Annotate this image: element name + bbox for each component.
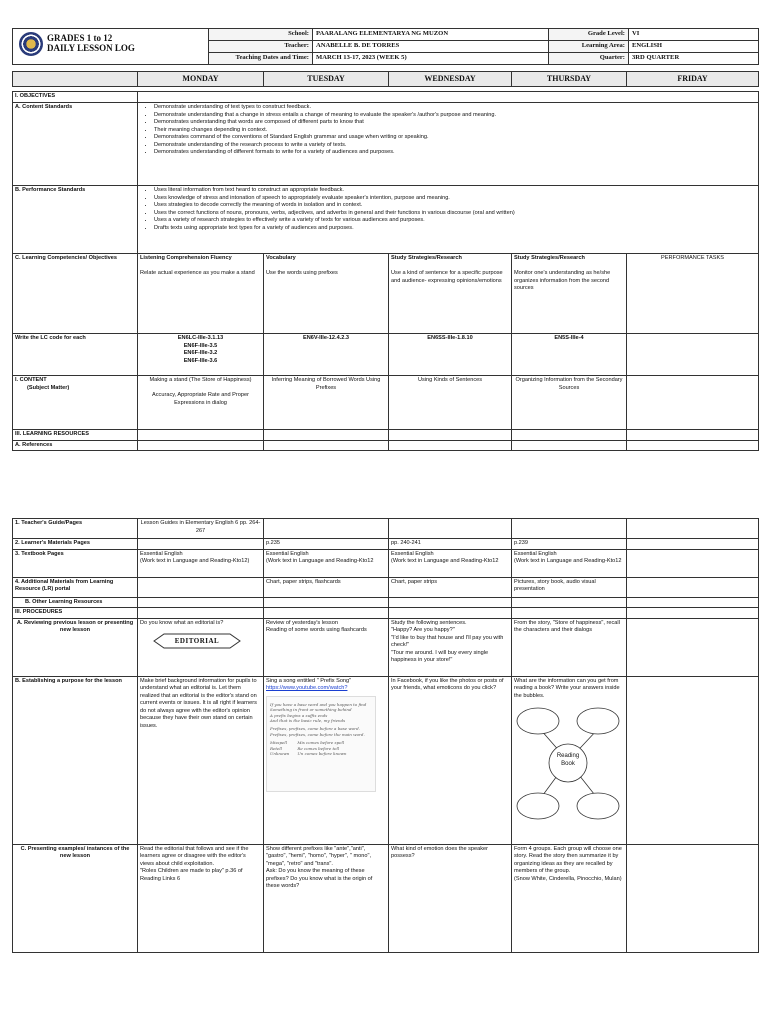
- bubble-top-right: [577, 708, 619, 734]
- teacher-guide-wednesday: [389, 519, 512, 539]
- procedure-a-tuesday: Review of yesterday's lesson Reading of some words using flashcards: [264, 618, 389, 676]
- teacher-label: Teacher:: [209, 40, 313, 52]
- teacher-guide-tuesday: [264, 519, 389, 539]
- competency-body: Use a kind of sentence for a specific purpose and audience- expressing opinions/emotions: [391, 270, 503, 284]
- learning-resources-label: III. LEARNING RESOURCES: [13, 430, 138, 441]
- day-tuesday: TUESDAY: [264, 71, 389, 87]
- additional-materials-friday: [627, 577, 759, 597]
- song-line: Mis comes before spell: [297, 740, 345, 746]
- learner-materials-monday: [138, 539, 264, 550]
- header-table: [12, 28, 759, 65]
- dates-value: MARCH 13-17, 2023 (WEEK 5): [313, 52, 549, 64]
- logo-line-1: GRADES 1 to 12: [47, 33, 113, 44]
- procedure-b-label: B. Establishing a purpose for the lesson: [13, 676, 138, 844]
- procedure-b-friday: [627, 676, 759, 844]
- content-standard-item: • Their meaning changes depending in context.: [154, 127, 756, 135]
- lesson-table-part-2: [12, 518, 759, 953]
- textbook-monday: Essential English (Work text in Language and Reading-Kto12): [138, 549, 264, 577]
- performance-standard-item: • Uses literal information from text heard to construct an appropriate feedback.: [154, 187, 756, 195]
- procedure-a-friday: [627, 618, 759, 676]
- area-label: Learning Area:: [549, 40, 629, 52]
- content-standards-label: A. Content Standards: [13, 103, 138, 186]
- content-monday: Making a stand (The Store of Happiness) Accuracy, Appropriate Rate and Proper Expressions in dialog: [138, 376, 264, 430]
- lc-code-thursday: EN5S-IIIe-4: [512, 334, 627, 376]
- textbook-thursday: Essential English (Work text in Language and Reading-Kto12: [512, 549, 627, 577]
- lesson-table-part-1: [12, 71, 759, 451]
- bubble-bottom-right: [577, 793, 619, 819]
- other-resources-label: B. Other Learning Resources: [13, 597, 138, 608]
- editorial-word: EDITORIAL: [174, 637, 220, 646]
- reading-book-bubble-diagram: [514, 703, 624, 825]
- content-friday: [627, 376, 759, 430]
- bubble-bottom-left: [517, 793, 559, 819]
- competency-thursday: [512, 254, 627, 334]
- procedure-b-thursday: What are the information can you get from reading a book? Write your answers inside the bubbles. Reading Book: [512, 676, 627, 844]
- performance-standards-label: B. Performance Standards: [13, 186, 138, 254]
- day-monday: MONDAY: [138, 71, 264, 87]
- teacher-guide-label: 1. Teacher's Guide/Pages: [13, 519, 138, 539]
- competency-body: PERFORMANCE TASKS: [661, 255, 724, 262]
- procedure-a-monday: Do you know what an editorial is? EDITORIAL: [138, 618, 264, 676]
- procedure-c-monday: Read the editorial that follows and see if the learners agree or disagree with the editor's views about child exploitation. "Roles Children are made to play" p.36 of Reading Links 6: [138, 844, 264, 952]
- competency-title: Listening Comprehension Fluency: [140, 255, 232, 262]
- content-tuesday: Inferring Meaning of Borrowed Words Using Prefixes: [264, 376, 389, 430]
- additional-materials-label: 4. Additional Materials from Learning Resource (LR) portal: [13, 577, 138, 597]
- dates-label: Teaching Dates and Time:: [209, 52, 313, 64]
- objectives-section-label: I. OBJECTIVES: [13, 92, 138, 103]
- prefix-song-link[interactable]: https://www.youtube.com/watch?: [266, 685, 348, 692]
- content-label: I. CONTENT (Subject Matter): [13, 376, 138, 430]
- competency-body: Use the words using prefixes: [266, 270, 338, 277]
- content-standard-item: • Demonstrate understanding that a change in stress entails a change of meaning to evaluate the speaker's /author's purpose and meaning.: [154, 112, 756, 120]
- lc-code-label: Write the LC code for each: [13, 334, 138, 376]
- content-standard-item: • Demonstrates understanding of different formats to write for a variety of audiences and purposes.: [154, 149, 756, 157]
- quarter-value: 3RD QUARTER: [629, 52, 759, 64]
- day-thursday: THURSDAY: [512, 71, 627, 87]
- lc-code-wednesday: EN6SS-IIIe-1.8.10: [389, 334, 512, 376]
- procedure-c-wednesday: What kind of emotion does the speaker possess?: [389, 844, 512, 952]
- school-value: PAARALANG ELEMENTARYA NG MUZON: [313, 29, 549, 41]
- procedure-c-label: C. Presenting examples/ instances of the new lesson: [13, 844, 138, 952]
- content-wednesday: Using Kinds of Sentences: [389, 376, 512, 430]
- song-line: Something in front or something behind: [270, 707, 352, 713]
- quarter-label: Quarter:: [549, 52, 629, 64]
- learner-materials-label: 2. Learner's Materials Pages: [13, 539, 138, 550]
- song-line: Re comes before tell: [297, 745, 340, 751]
- competency-tuesday: [264, 254, 389, 334]
- grade-value: VI: [629, 29, 759, 41]
- content-standard-item: • Demonstrates command of the conventions of Standard English grammar and usage when writing or speaking.: [154, 134, 756, 142]
- editorial-banner-icon: [152, 632, 242, 650]
- competency-body: Monitor one's understanding as he/she organizes information from the second sources: [514, 270, 611, 292]
- performance-standard-item: • Uses strategies to decode correctly the meaning of words in isolation and in context.: [154, 202, 756, 210]
- procedure-a-label: A. Reviewing previous lesson or presenting new lesson: [13, 618, 138, 676]
- logo-cell: [13, 29, 209, 65]
- song-line: And that is the basic rule, my friends: [270, 718, 346, 724]
- content-standard-item: • Demonstrates understanding that words are composed of different parts to know that: [154, 119, 756, 127]
- procedure-c-friday: [627, 844, 759, 952]
- song-line: A prefix begins a suffix ends: [270, 712, 328, 718]
- song-line: Prefixes, prefixes, come before a base word.: [270, 726, 360, 732]
- procedure-a-thursday: From the story, "Store of happiness", recall the characters and their dialogs: [512, 618, 627, 676]
- additional-materials-thursday: Pictures, story book, audio visual presentation: [512, 577, 627, 597]
- bubble-center-label: Reading Book: [556, 753, 580, 767]
- teacher-value: ANABELLE B. DE TORRES: [313, 40, 549, 52]
- procedure-b-tuesday: Sing a song entitled " Prefix Song" https://www.youtube.com/watch? If you have a base word and you happen to find Something in front or something behind A prefix begins a suffix ends And that is the basic rule, my friends Prefixes, prefixes, come before a base word. Prefixes, prefixes, come before the main word. Misspell Retell Unknown Mis comes before spell Re comes before tell Un comes before known: [264, 676, 389, 844]
- performance-standard-item: • Uses the correct functions of nouns, pronouns, verbs, adjectives, and adverbs in general and their functions in various discourse (oral and written): [154, 210, 756, 218]
- competency-monday: [138, 254, 264, 334]
- competency-title: Vocabulary: [266, 255, 296, 262]
- competency-title: Study Strategies/Research: [514, 255, 585, 262]
- song-line: Retell: [270, 745, 282, 751]
- competency-body: Relate actual experience as you make a stand: [140, 270, 255, 277]
- performance-standard-item: • Drafts texts using appropriate text types for a variety of audiences and purposes.: [154, 225, 756, 233]
- area-value: ENGLISH: [629, 40, 759, 52]
- performance-standard-item: • Uses a variety of research strategies to effectively write a variety of texts for various audiences and purposes.: [154, 217, 756, 225]
- textbook-wednesday: Essential English (Work text in Language and Reading-Kto12: [389, 549, 512, 577]
- corner-cell: [13, 71, 138, 87]
- textbook-label: 3. Textbook Pages: [13, 549, 138, 577]
- textbook-friday: [627, 549, 759, 577]
- teacher-guide-thursday: [512, 519, 627, 539]
- competencies-label: C. Learning Competencies/ Objectives: [13, 254, 138, 334]
- teacher-guide-monday: Lesson Guides in Elementary English 6 pp. 264-267: [138, 519, 264, 539]
- additional-materials-tuesday: Chart, paper strips, flashcards: [264, 577, 389, 597]
- content-standards-list: [138, 103, 759, 186]
- content-standard-item: • Demonstrate understanding of text types to construct feedback.: [154, 104, 756, 112]
- procedure-b-monday: Make brief background information for pupils to understand what an editorial is. Let them realized that an editorial is the editor's stand on current events or issues. It is all right if learners do not always agree with the editor's opinion because they have their own stand on certain issues.: [138, 676, 264, 844]
- daily-lesson-log: [12, 28, 758, 953]
- day-friday: FRIDAY: [627, 71, 759, 87]
- learner-materials-friday: [627, 539, 759, 550]
- procedure-b-wednesday: In Facebook, if you like the photos or posts of your friends, what emoticons do you click?: [389, 676, 512, 844]
- song-line: If you have a base word and you happen to find: [270, 701, 367, 707]
- song-line: Un comes before known: [297, 750, 347, 756]
- day-wednesday: WEDNESDAY: [389, 71, 512, 87]
- bubble-top-left: [517, 708, 559, 734]
- competency-wednesday: [389, 254, 512, 334]
- performance-standards-list: [138, 186, 759, 254]
- procedures-section-label: III. PROCEDURES: [13, 608, 138, 619]
- procedure-c-thursday: Form 4 groups. Each group will choose one story. Read the story then summarize it by organizing ideas as they are recalled by members of the group. (Snow White, Cinderella, Pinocchio, Mulan): [512, 844, 627, 952]
- procedure-a-wednesday: Study the following sentences. "Happy? Are you happy?" "I'd like to buy that house and I'll pay you with check!" "Tour me around. I will buy every single happiness in your store!": [389, 618, 512, 676]
- procedure-c-tuesday: Show different prefixes like "ante","anti", "gastro", "hemi", "homo", "hyper", " mono", "mega", "retro" and "trans". Ask: Do you know the meaning of these prefixes? Do you know what is the origin of these words?: [264, 844, 389, 952]
- competency-title: Study Strategies/Research: [391, 255, 462, 262]
- learner-materials-thursday: p.239: [512, 539, 627, 550]
- song-line: Unknown: [270, 750, 290, 756]
- performance-standard-item: • Uses knowledge of stress and intonation of speech to appropriately evaluate speaker's intention, purpose and meaning.: [154, 195, 756, 203]
- song-line: Misspell: [270, 740, 287, 746]
- song-lyrics-image: [266, 696, 376, 792]
- learner-materials-wednesday: pp. 240-241: [389, 539, 512, 550]
- references-label: A. References: [13, 440, 138, 451]
- lc-code-tuesday: EN6V-IIIe-12.4.2.3: [264, 334, 389, 376]
- lc-code-monday: EN6LC-IIIe-3.1.13 EN6F-IIIe-3.5 EN6F-IIIe-3.2 EN6F-IIIe-3.6: [138, 334, 264, 376]
- deped-seal-icon: [19, 32, 43, 56]
- logo-line-2: DAILY LESSON LOG: [47, 43, 135, 53]
- lc-code-friday: [627, 334, 759, 376]
- content-thursday: Organizing Information from the Secondary Sources: [512, 376, 627, 430]
- school-label: School:: [209, 29, 313, 41]
- learner-materials-tuesday: p.235: [264, 539, 389, 550]
- grade-label: Grade Level:: [549, 29, 629, 41]
- competency-friday: [627, 254, 759, 334]
- teacher-guide-friday: [627, 519, 759, 539]
- content-standard-item: • Demonstrate understanding of the research process to write a variety of texts.: [154, 142, 756, 150]
- song-line: Prefixes, prefixes, come before the main word.: [270, 731, 365, 737]
- textbook-tuesday: Essential English (Work text in Language and Reading-Kto12: [264, 549, 389, 577]
- additional-materials-wednesday: Chart, paper strips: [389, 577, 512, 597]
- additional-materials-monday: [138, 577, 264, 597]
